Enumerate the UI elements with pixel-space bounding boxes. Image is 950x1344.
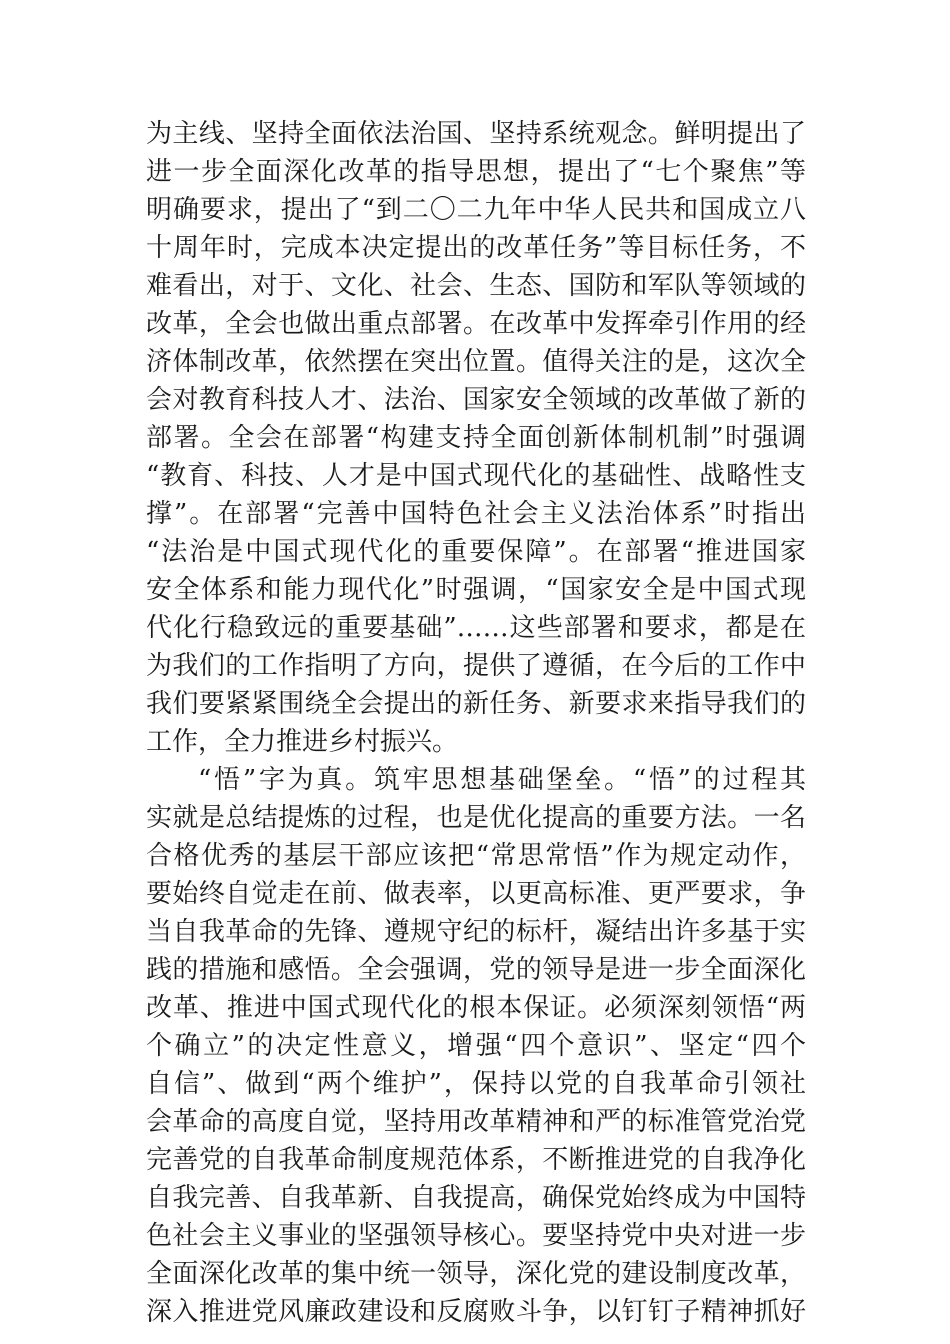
text-line: 深入推进党风廉政建设和反腐败斗争，以钉钉子精神抓好 [146, 1297, 806, 1327]
text-line: 个确立”的决定性意义，增强“四个意识”、坚定“四个 [146, 1031, 806, 1061]
text-line: 改革、推进中国式现代化的根本保证。必须深刻领悟“两 [146, 993, 806, 1023]
text-line: 改革，全会也做出重点部署。在改革中发挥牵引作用的经 [146, 309, 806, 339]
text-line: 为我们的工作指明了方向，提供了遵循，在今后的工作中 [146, 651, 806, 681]
text-line: 合格优秀的基层干部应该把“常思常悟”作为规定动作， [146, 841, 806, 871]
text-line: “悟”字为真。筑牢思想基础堡垒。“悟”的过程其 [198, 765, 806, 795]
text-line: 全面深化改革的集中统一领导，深化党的建设制度改革， [146, 1259, 806, 1289]
text-line: 安全体系和能力现代化”时强调，“国家安全是中国式现 [146, 575, 806, 605]
body-text [146, 115, 806, 1331]
text-line: 实就是总结提炼的过程，也是优化提高的重要方法。一名 [146, 803, 806, 833]
text-line: 进一步全面深化改革的指导思想，提出了“七个聚焦”等 [146, 157, 806, 187]
text-line: 为主线、坚持全面依法治国、坚持系统观念。鲜明提出了 [146, 119, 806, 149]
text-line: 十周年时，完成本决定提出的改革任务”等目标任务，不 [146, 233, 806, 263]
text-line: 部署。全会在部署“构建支持全面创新体制机制”时强调 [146, 423, 806, 453]
text-line: 自我完善、自我革新、自我提高，确保党始终成为中国特 [146, 1183, 806, 1213]
paragraph-2 [146, 761, 806, 1331]
text-line: 会对教育科技人才、法治、国家安全领域的改革做了新的 [146, 385, 806, 415]
text-line: “教育、科技、人才是中国式现代化的基础性、战略性支 [146, 461, 806, 491]
text-line: 我们要紧紧围绕全会提出的新任务、新要求来指导我们的 [146, 689, 806, 719]
text-line: 完善党的自我革命制度规范体系，不断推进党的自我净化 [146, 1145, 806, 1175]
text-line: 代化行稳致远的重要基础”……这些部署和要求，都是在 [146, 613, 806, 643]
text-line: 济体制改革，依然摆在突出位置。值得关注的是，这次全 [146, 347, 806, 377]
text-line: 明确要求，提出了“到二〇二九年中华人民共和国成立八 [146, 195, 806, 225]
text-line: 难看出，对于、文化、社会、生态、国防和军队等领域的 [146, 271, 806, 301]
text-line: 要始终自觉走在前、做表率，以更高标准、更严要求，争 [146, 879, 806, 909]
text-line: “法治是中国式现代化的重要保障”。在部署“推进国家 [146, 537, 806, 567]
text-line: 自信”、做到“两个维护”，保持以党的自我革命引领社 [146, 1069, 806, 1099]
paragraph-1 [146, 115, 806, 761]
text-line: 撑”。在部署“完善中国特色社会主义法治体系”时指出 [146, 499, 806, 529]
text-line: 工作，全力推进乡村振兴。 [146, 727, 459, 757]
text-line: 色社会主义事业的坚强领导核心。要坚持党中央对进一步 [146, 1221, 806, 1251]
text-line: 当自我革命的先锋、遵规守纪的标杆，凝结出许多基于实 [146, 917, 806, 947]
text-line: 会革命的高度自觉，坚持用改革精神和严的标准管党治党 [146, 1107, 806, 1137]
text-line: 践的措施和感悟。全会强调，党的领导是进一步全面深化 [146, 955, 806, 985]
